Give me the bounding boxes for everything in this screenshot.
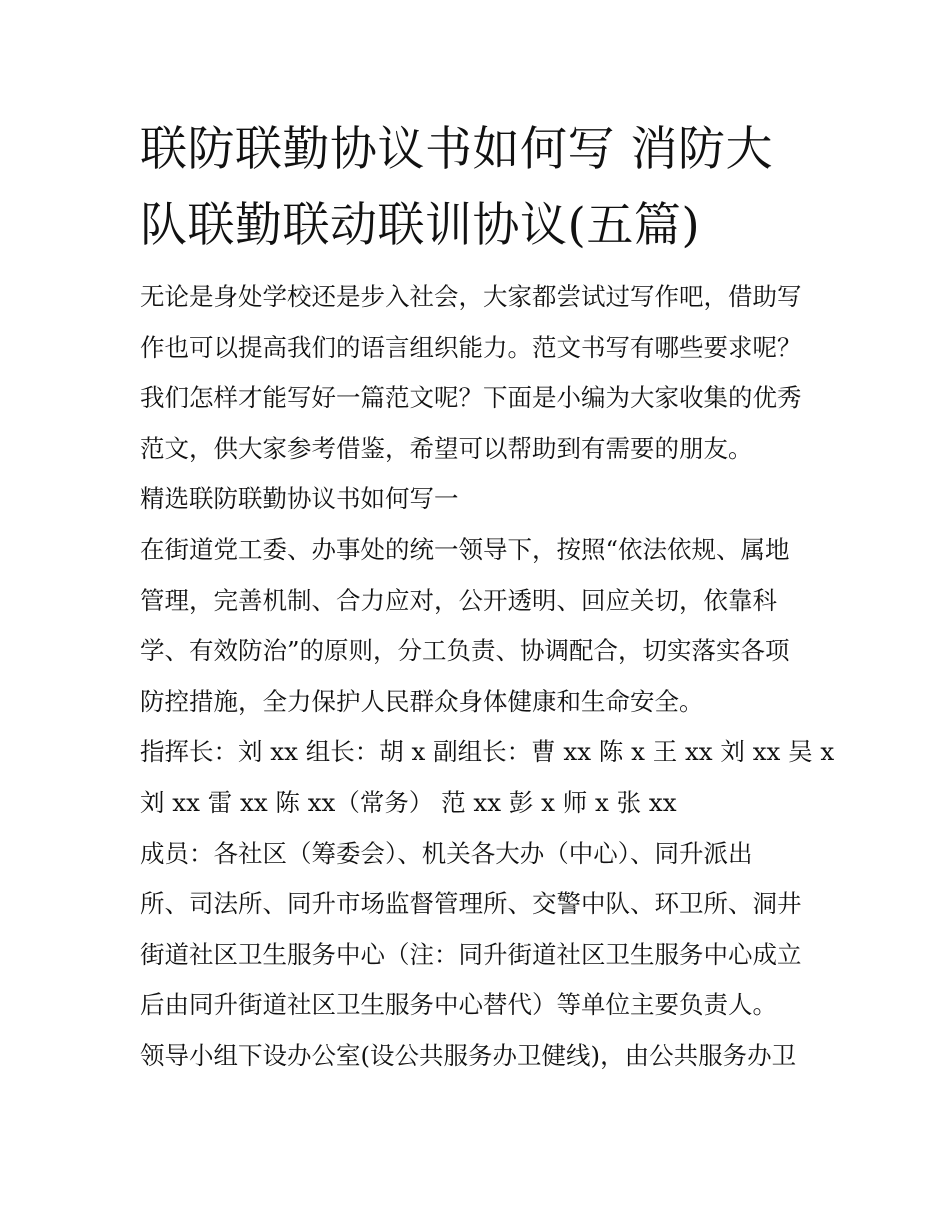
document-body xyxy=(140,272,835,1082)
body-line: 后由同升街道社区卫生服务中心替代）等单位主要负责人。 xyxy=(140,990,777,1020)
body-line: 刘 xx 雷 xx 陈 xx（常务） 范 xx 彭 x 师 x 张 xx xyxy=(140,787,677,817)
body-line: 所、司法所、同升市场监督管理所、交警中队、环卫所、洞井 xyxy=(140,889,802,919)
body-line: 学、有效防治”的原则，分工负责、协调配合，切实落实各项 xyxy=(140,636,790,666)
document-title xyxy=(140,112,820,264)
body-line: 管理，完善机制、合力应对，公开透明、回应关切，依靠科 xyxy=(140,585,777,615)
section-heading: 精选联防联勤协议书如何写一 xyxy=(140,484,459,514)
body-line: 作也可以提高我们的语言组织能力。范文书写有哪些要求呢？ xyxy=(140,332,802,362)
title-line-2: 队联勤联动联训协议(五篇) xyxy=(140,198,701,253)
body-line: 街道社区卫生服务中心（注：同升街道社区卫生服务中心成立 xyxy=(140,939,802,969)
body-line: 防控措施，全力保护人民群众身体健康和生命安全。 xyxy=(140,686,704,716)
body-line: 指挥长：刘 xx 组长：胡 x 副组长：曹 xx 陈 x 王 xx 刘 xx 吴 x xyxy=(140,737,835,767)
body-line: 我们怎样才能写好一篇范文呢？下面是小编为大家收集的优秀 xyxy=(140,383,802,413)
body-line: 无论是身处学校还是步入社会，大家都尝试过写作吧，借助写 xyxy=(140,282,802,311)
body-line: 成员：各社区（筹委会）、机关各大办（中心）、同升派出 xyxy=(140,838,753,868)
body-line: 领导小组下设办公室(设公共服务办卫健线)，由公共服务办卫 xyxy=(140,1040,797,1070)
body-line: 范文，供大家参考借鉴，希望可以帮助到有需要的朋友。 xyxy=(140,433,753,463)
body-line: 在街道党工委、办事处的统一领导下，按照“依法依规、属地 xyxy=(140,534,790,564)
title-line-1: 联防联勤协议书如何写 消防大 xyxy=(140,122,773,177)
